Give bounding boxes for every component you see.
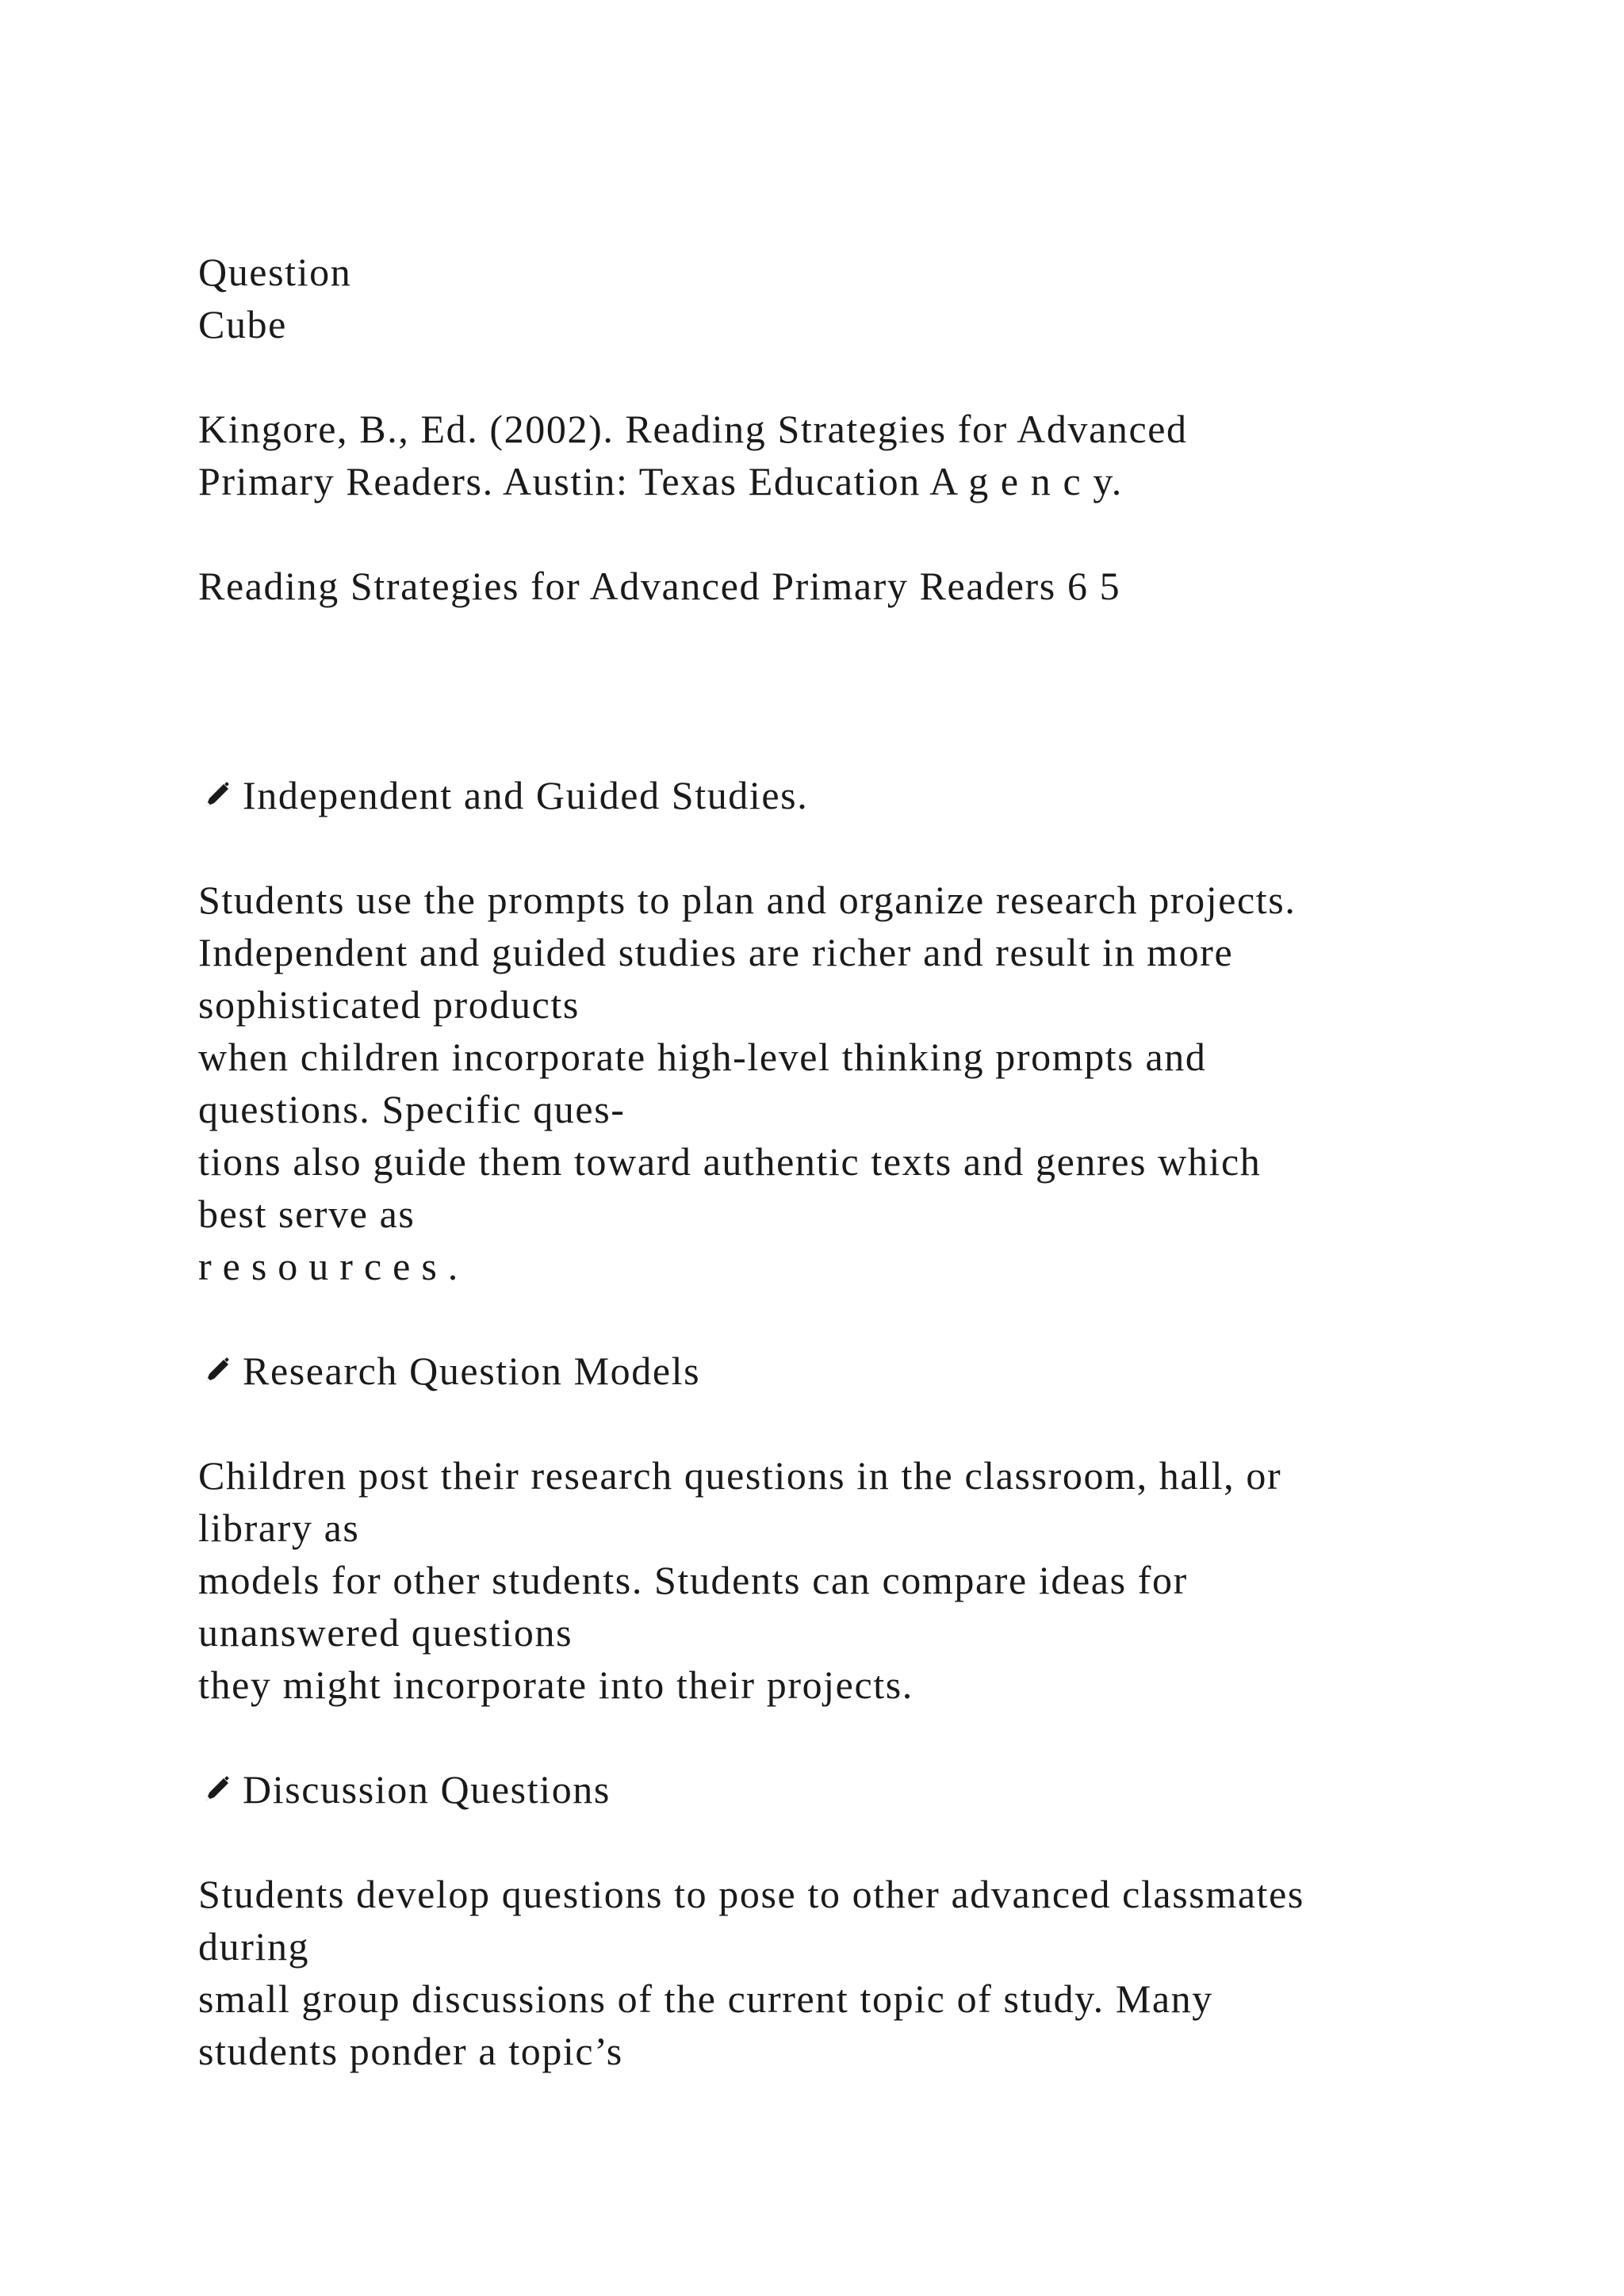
section-1-line-6: tions also guide them toward authentic texts and genres which [198,1139,1262,1184]
section-heading-text: Discussion Questions [243,1767,611,1812]
citation-line-2: Primary Readers. Austin: Texas Education A g e n c y. [198,459,1123,503]
title-line-1: Question [198,250,352,294]
section-3-line-3: small group discussions of the current topic of study. Many [198,1976,1213,2021]
pencil-icon [201,779,233,811]
document-body [198,246,1507,2077]
section-1-line-7: best serve as [198,1192,416,1236]
section-1-line-8: resources. [198,1244,469,1288]
section-1-line-1: Students use the prompts to plan and organize research projects. [198,878,1297,922]
section-2-line-1: Children post their research questions in the classroom, hall, or [198,1453,1282,1498]
section-2-line-2: library as [198,1506,360,1550]
section-heading-text: Independent and Guided Studies. [243,773,809,817]
section-heading-text: Research Question Models [243,1349,701,1393]
section-1-line-5: questions. Specific ques- [198,1087,626,1131]
section-3-line-1: Students develop questions to pose to other advanced classmates [198,1872,1304,1916]
section-1-line-4: when children incorporate high-level thinking prompts and [198,1035,1207,1079]
section-2-line-5: they might incorporate into their projects. [198,1663,914,1707]
section-2-line-4: unanswered questions [198,1610,573,1655]
title-line-2: Cube [198,302,287,346]
section-heading-research-question-models [198,1345,1507,1397]
citation-line-1: Kingore, B., Ed. (2002). Reading Strategies for Advanced [198,407,1188,451]
section-3-line-4: students ponder a topic’s [198,2029,623,2073]
pencil-icon [201,1355,233,1387]
section-heading-independent-studies [198,769,1507,821]
section-1-line-3: sophisticated products [198,982,580,1027]
section-1-line-2: Independent and guided studies are richer and result in more [198,930,1234,974]
running-header: Reading Strategies for Advanced Primary Readers 6 5 [198,564,1121,608]
pencil-icon [201,1774,233,1805]
section-2-line-3: models for other students. Students can compare ideas for [198,1558,1188,1602]
section-heading-discussion-questions [198,1763,1507,1816]
section-3-line-2: during [198,1924,310,1969]
